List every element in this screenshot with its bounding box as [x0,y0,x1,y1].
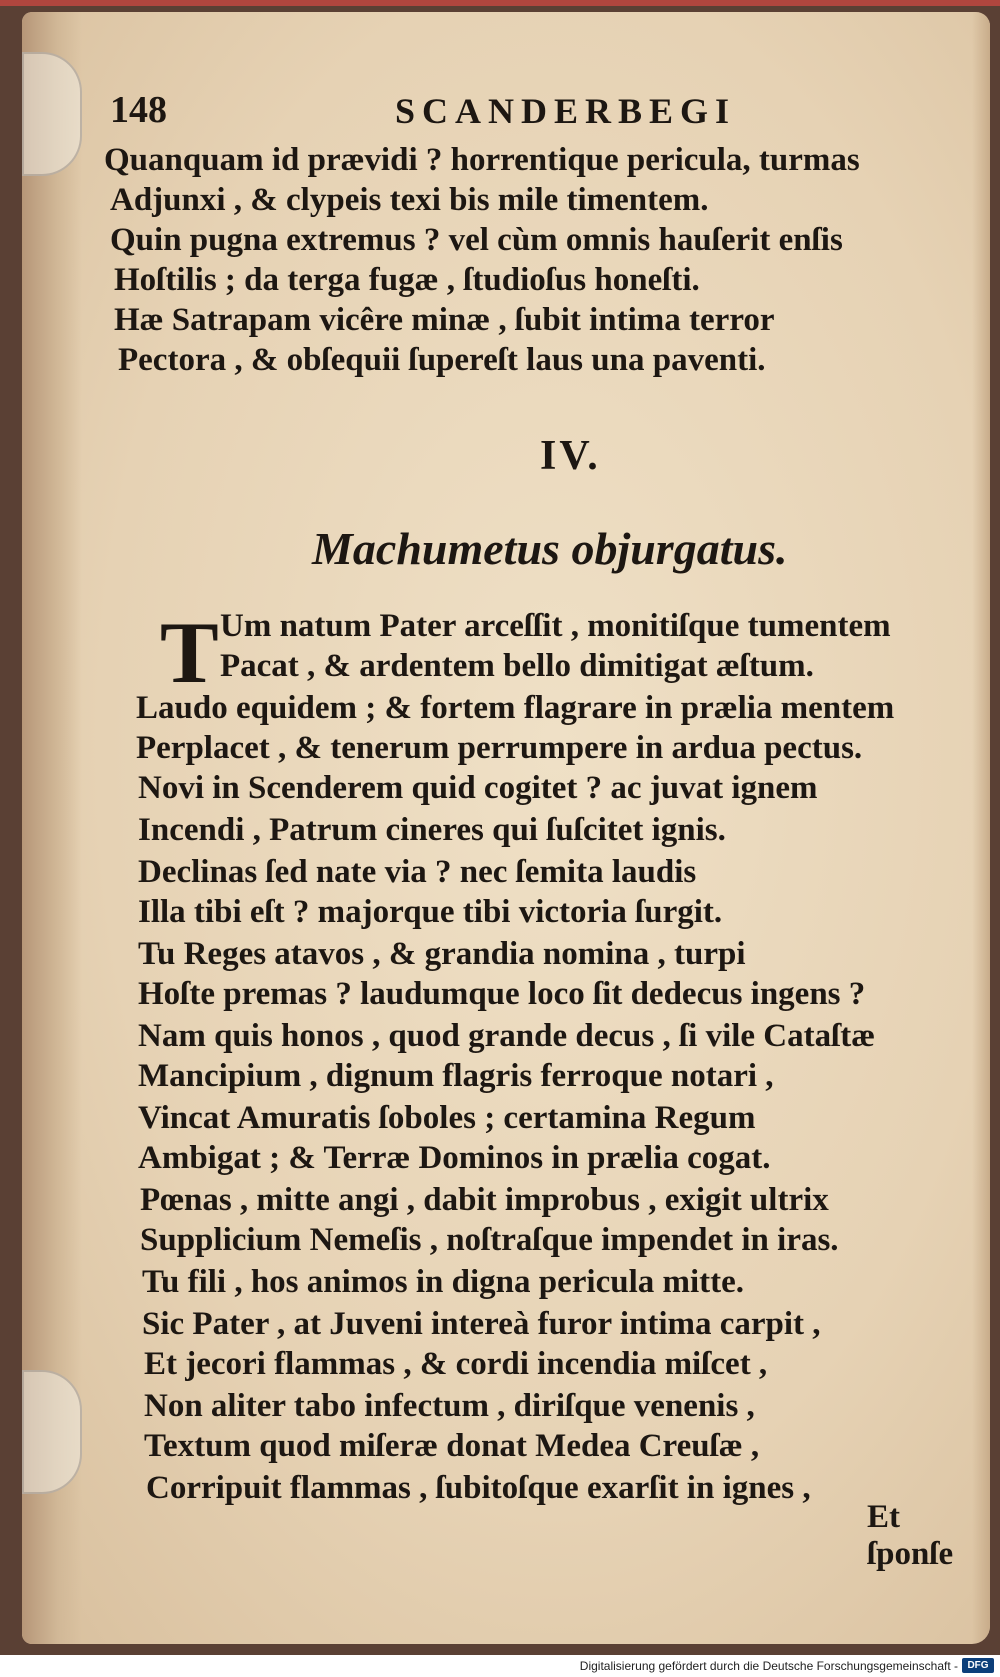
poem-line: Supplicium Nemeſis , noſtraſque impendet in iras. [140,1222,839,1258]
stanza-line: Quin pugna extremus ? vel cùm omnis hauſerit enſis [110,222,843,258]
book-page [22,12,990,1644]
poem-line: Vincat Amuratis ſoboles ; certamina Regum [138,1100,756,1136]
poem-line: Nam quis honos , quod grande decus , ſi vile Cataſtæ [138,1018,876,1054]
poem-line: Sic Pater , at Juveni intereà furor intima carpit , [142,1306,821,1342]
page-header [110,74,950,134]
poem-line: Laudo equidem ; & fortem flagrare in prælia mentem [136,690,895,726]
stanza-line: Pectora , & obſequii ſupereſt laus una paventi. [118,342,766,378]
poem-line: Tu fili , hos animos in digna pericula mitte. [142,1264,745,1300]
running-title: SCANDERBEGI [395,91,737,131]
footer-credit: Digitalisierung gefördert durch die Deutsche Forschungsgemeinschaft - [579,1659,958,1673]
poem-line: Non aliter tabo infectum , diriſque venenis , [144,1388,755,1424]
red-edge-strip [0,0,1000,6]
poem-line: Et jecori flammas , & cordi incendia miſcet , [144,1346,768,1382]
catchword: Et ſponſe [867,1499,954,1572]
stanza-line: Quanquam id prævidi ? horrentique pericula, turmas [104,142,860,178]
poem-line: Novi in Scenderem quid cogitet ? ac juvat ignem [138,770,818,806]
drop-cap: T [160,605,219,702]
poem-line: Hoſte premas ? laudumque loco ſit dedecus ingens ? [138,976,866,1012]
digitization-footer [0,1655,1000,1677]
poem-line: Mancipium , dignum flagris ferroque notari , [138,1058,774,1094]
poem-line: Perplacet , & tenerum perrumpere in ardua pectus. [136,730,863,766]
poem-line: Ambigat ; & Terræ Dominos in prælia cogat. [138,1140,771,1176]
poem-line: Pœnas , mitte angi , dabit improbus , exigit ultrix [140,1182,829,1218]
section-number: IV. [540,433,601,479]
section-title: Machumetus objurgatus. [312,523,788,574]
poem-line: Pacat , & ardentem bello dimitigat æſtum. [220,648,814,684]
stanza-line: Hoſtilis ; da terga fugæ , ſtudioſus honeſti. [114,262,700,298]
poem-line: Incendi , Patrum cineres qui ſuſcitet ignis. [138,812,726,848]
poem-line: Declinas ſed nate via ? nec ſemita laudis [138,854,697,890]
poem-line: Tu Reges atavos , & grandia nomina , turpi [138,936,746,972]
page-text [22,12,990,1644]
poem-line: Textum quod miſeræ donat Medea Creuſæ , [144,1428,760,1464]
page-number: 148 [110,89,167,131]
poem-line: Illa tibi eſt ? majorque tibi victoria ſurgit. [138,894,723,930]
stanza-line: Hæ Satrapam vicêre minæ , ſubit intima terror [114,302,775,338]
poem-line: Corripuit flammas , ſubitoſque exarſit in ignes , [146,1470,811,1506]
poem-line: Um natum Pater arceſſit , monitiſque tumentem [220,608,891,644]
dfg-logo-icon: DFG [962,1658,994,1673]
stanza-line: Adjunxi , & clypeis texi bis mile timentem. [110,182,709,218]
